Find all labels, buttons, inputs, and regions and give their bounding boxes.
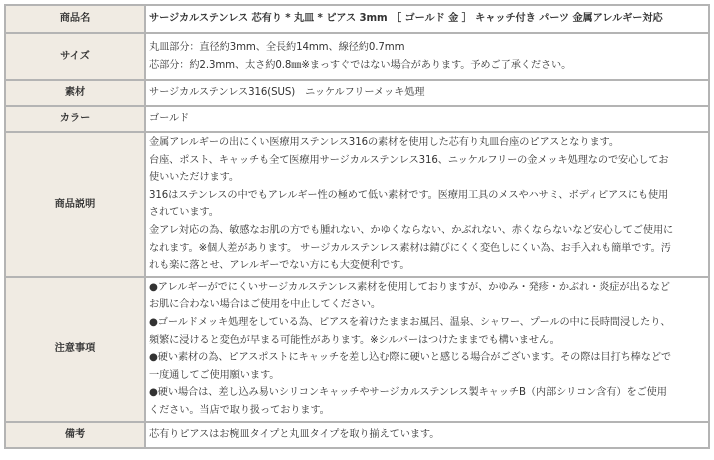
description-line: 使いいただけます。	[149, 172, 239, 184]
label-remarks: 備考	[6, 423, 144, 447]
row-material	[6, 81, 708, 105]
product-name-text: サージカルステンレス 芯有り * 丸皿 * ピアス 3mm ［ ゴールド 金 ］ キャッチ付き パーツ 金属アレルギー対応	[149, 13, 663, 25]
notes-line: ●硬い場合は、差し込み易いシリコンキャッチやサージカルステンレス製キャッチB（内部シリコン含有）をご使用	[149, 387, 667, 399]
description-line: 316はステンレスの中でもアレルギー性の極めて低い素材です。医療用工具のメスやハサミ、ボディピアスにも使用	[149, 189, 669, 201]
row-size	[6, 34, 708, 79]
value-size	[146, 34, 708, 79]
label-material: 素材	[6, 81, 144, 105]
value-material	[146, 81, 708, 105]
row-notes	[6, 278, 708, 421]
description-line: れも楽に落とせ、アレルギーでない方にも大変便利です。	[149, 260, 410, 272]
row-description	[6, 133, 708, 276]
product-spec-table	[4, 4, 710, 449]
value-product-name	[146, 6, 708, 32]
label-description: 商品説明	[6, 133, 144, 276]
description-line: 台座、ポスト、キャッチも全て医療用サージカルステンレス316、ニッケルフリーの金メッキ処理なので安心してお	[149, 154, 669, 166]
row-product-name	[6, 6, 708, 32]
description-line: なれます。※個人差があります。 サージカルステンレス素材は錆びにくく変色しにくい為、お手入れも簡単です。汚	[149, 242, 671, 254]
value-notes	[146, 278, 708, 421]
label-notes: 注意事項	[6, 278, 144, 421]
notes-line: お肌に合わない場合はご使用を中止してください。	[149, 299, 382, 311]
remarks-text: 芯有りピアスはお椀皿タイプと丸皿タイプを取り揃えています。	[149, 428, 440, 440]
size-line: 丸皿部分：直径約3mm、全長約14mm、線径約0.7mm	[149, 41, 405, 53]
notes-line: 頻繁に浸けると変色が早まる可能性があります。※シルバーはつけたままでも構いません。	[149, 334, 560, 346]
description-line: 金属アレルギーの出にくい医療用ステンレス316の素材を使用した芯有り丸皿台座のピアスとなります。	[149, 137, 619, 148]
description-line: されています。	[149, 207, 219, 219]
notes-line: ●硬い素材の為、ピアスポストにキャッチを差し込む際に硬いと感じる場合がございます。その際は目打ち棒などで	[149, 352, 672, 364]
size-line: 芯部分：約2.3mm、太さ約0.8㎜※まっすぐではない場合があります。予めご了承ください。	[149, 59, 572, 71]
material-text: サージカルステンレス316(SUS) ニッケルフリーメッキ処理	[149, 87, 425, 99]
color-text: ゴールド	[149, 113, 190, 125]
notes-line: ●ゴールドメッキ処理をしている為、ピアスを着けたままお風呂、温泉、シャワー、プールの中に長時間浸したり、	[149, 316, 671, 328]
value-description	[146, 133, 708, 276]
label-color: カラー	[6, 107, 144, 131]
value-color	[146, 107, 708, 131]
label-size: サイズ	[6, 34, 144, 79]
notes-line: ●アレルギーがでにくいサージカルステンレス素材を使用しておりますが、かゆみ・発疹・かぶれ・炎症が出るなど	[149, 281, 670, 293]
value-remarks	[146, 423, 708, 447]
description-line: 金アレ対応の為、敏感なお肌の方でも腫れない、かゆくならない、かぶれない、赤くならないなど安心してご使用に	[149, 224, 674, 236]
label-product-name: 商品名	[6, 6, 144, 32]
notes-line: 一度通してご使用願います。	[149, 369, 280, 381]
notes-line: ください。当店で取り扱っております。	[149, 404, 330, 416]
row-color	[6, 107, 708, 131]
row-remarks	[6, 423, 708, 447]
